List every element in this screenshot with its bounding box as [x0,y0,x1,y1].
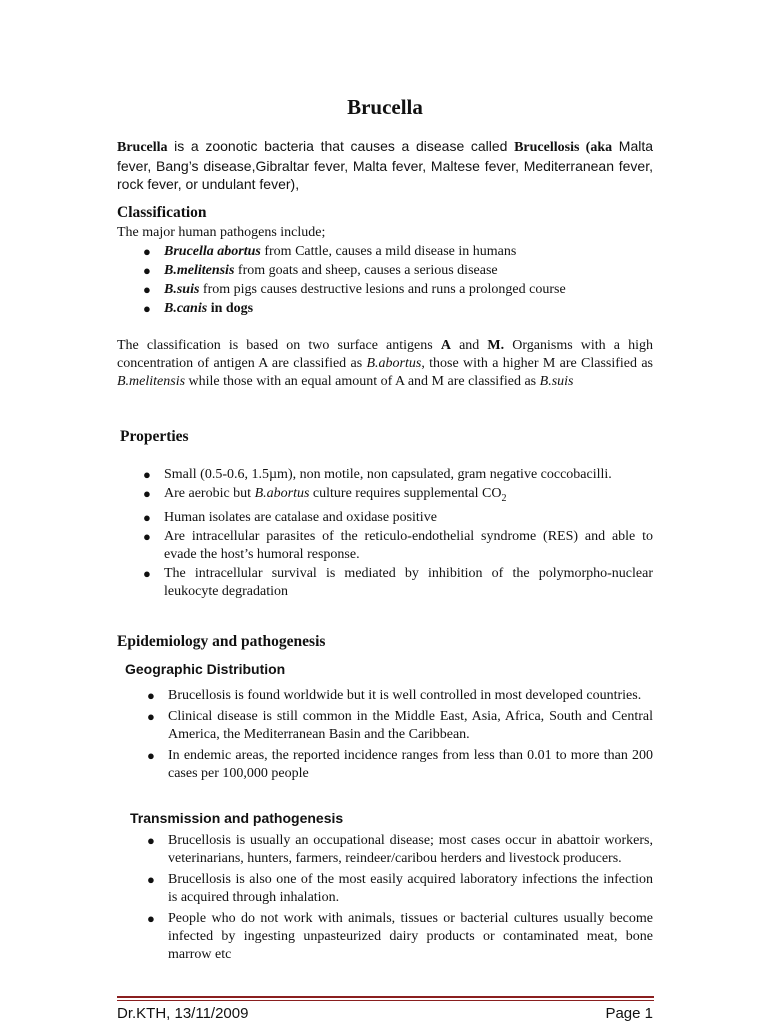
list-item [121,687,653,705]
intro-paragraph [117,137,653,193]
para-text: while those with an equal amount of A and M are classified as [185,374,540,389]
list-item [117,466,653,484]
classification-heading: Classification [117,204,207,221]
bullet-icon: ● [143,263,151,278]
list-item-text: Small (0.5-0.6, 1.5µm), non motile, non capsulated, gram negative coccobacilli. [164,467,612,482]
document-page [117,0,653,1024]
bullet-icon: ● [143,486,151,501]
para-text: The classification is based on two surface antigens [117,338,441,353]
list-item-text: Are aerobic but [164,486,255,501]
subscript: 2 [501,492,507,504]
species-name: B.abortus [366,356,422,371]
footer-divider [117,996,654,998]
list-item [121,910,653,964]
intro-aka-rest: Malta fever, Bang’s disease,Gibraltar fever, Malta fever, Maltese fever, Mediterranean fever, rock fever, or undulant fever), [117,138,654,192]
list-item-text: In endemic areas, the reported incidence ranges from less than 0.01 to more than 200 cases per 100,000 people [168,748,653,781]
intro-text: is a zoonotic bacteria that causes a disease called [167,138,515,154]
pathogen-desc: from Cattle, causes a mild disease in humans [260,244,517,259]
bullet-icon: ● [143,528,151,544]
list-item-text: The intracellular survival is mediated by inhibition of the polymorpho-nuclear leukocyte degradation [164,565,653,599]
pathogen-name: B.canis [164,301,208,316]
species-name: B.abortus [254,486,310,501]
pathogen-desc: from pigs causes destructive lesions and runs a prolonged course [199,282,566,297]
bullet-icon: ● [147,872,155,887]
list-item [121,871,653,907]
list-item-text: Are intracellular parasites of the reticulo-endothelial syndrome (RES) and able to evade the host’s humoral response. [164,528,653,562]
list-item [117,565,653,601]
list-item [117,528,653,564]
bullet-icon: ● [147,748,155,763]
pathogen-name: B.suis [164,282,200,297]
properties-heading: Properties [120,428,189,445]
page-title: Brucella [347,95,423,119]
list-item-text: Brucellosis is also one of the most easily acquired laboratory infections the infection is acquired through inhalation. [168,872,653,905]
epidemiology-heading: Epidemiology and pathogenesis [117,633,326,650]
classification-paragraph [117,337,653,391]
bullet-icon: ● [147,688,155,703]
geographic-list [121,687,653,783]
list-item [121,747,653,783]
list-item [121,708,653,744]
para-text: , those with a higher M are Classified as [421,356,653,371]
bullet-icon: ● [143,565,151,581]
properties-list [117,466,653,601]
species-name: B.suis [539,374,574,389]
intro-term: Brucella [117,140,168,155]
list-item [117,281,653,299]
list-item-text: Clinical disease is still common in the Middle East, Asia, Africa, South and Central America, the Mediterranean Basin and the Caribbean. [168,709,653,742]
list-item [117,509,653,527]
intro-aka: (aka [579,140,613,155]
footer-divider [117,1000,654,1001]
classification-lead: The major human pathogens include; [117,225,326,240]
intro-disease: Brucellosis [514,140,580,155]
pathogen-name: Brucella abortus [164,244,261,259]
bullet-icon: ● [143,467,151,482]
pathogen-name: B.melitensis [164,263,235,278]
pathogen-desc: in dogs [207,301,254,316]
list-item-text: Human isolates are catalase and oxidase positive [164,509,437,525]
bullet-icon: ● [147,833,155,848]
list-item [117,262,653,280]
geographic-heading: Geographic Distribution [125,661,286,677]
list-item [117,243,653,261]
para-text: and [450,338,488,353]
antigen-m: M. [487,338,505,353]
bullet-icon: ● [147,709,155,724]
bullet-icon: ● [143,509,151,525]
list-item [121,832,653,868]
pathogen-desc: from goats and sheep, causes a serious disease [234,263,498,278]
list-item [117,485,653,508]
transmission-list [121,832,653,964]
classification-list [117,243,653,318]
bullet-icon: ● [143,282,151,297]
list-item-text: People who do not work with animals, tissues or bacterial cultures usually become infected by ingesting unpasteurized dairy products or contaminated meat, bone marrow etc [168,911,653,962]
list-item-text: Brucellosis is found worldwide but it is well controlled in most developed countries. [168,688,642,703]
species-name: B.melitensis [117,374,186,389]
bullet-icon: ● [143,301,151,316]
antigen-a: A [440,338,451,353]
list-item [117,300,653,318]
bullet-icon: ● [143,244,151,259]
para-text: Organisms with a high concentration of antigen A are classified as [117,338,654,371]
bullet-icon: ● [147,911,155,926]
list-item-text: culture requires supplemental CO [309,486,502,501]
footer-page-number: Page 1 [605,1005,653,1022]
footer-author-date: Dr.KTH, 13/11/2009 [117,1005,249,1022]
transmission-heading: Transmission and pathogenesis [130,810,344,826]
list-item-text: Brucellosis is usually an occupational disease; most cases occur in abattoir workers, veterinarians, hunters, farmers, reindeer/caribou herders and livestock producers. [168,833,653,866]
